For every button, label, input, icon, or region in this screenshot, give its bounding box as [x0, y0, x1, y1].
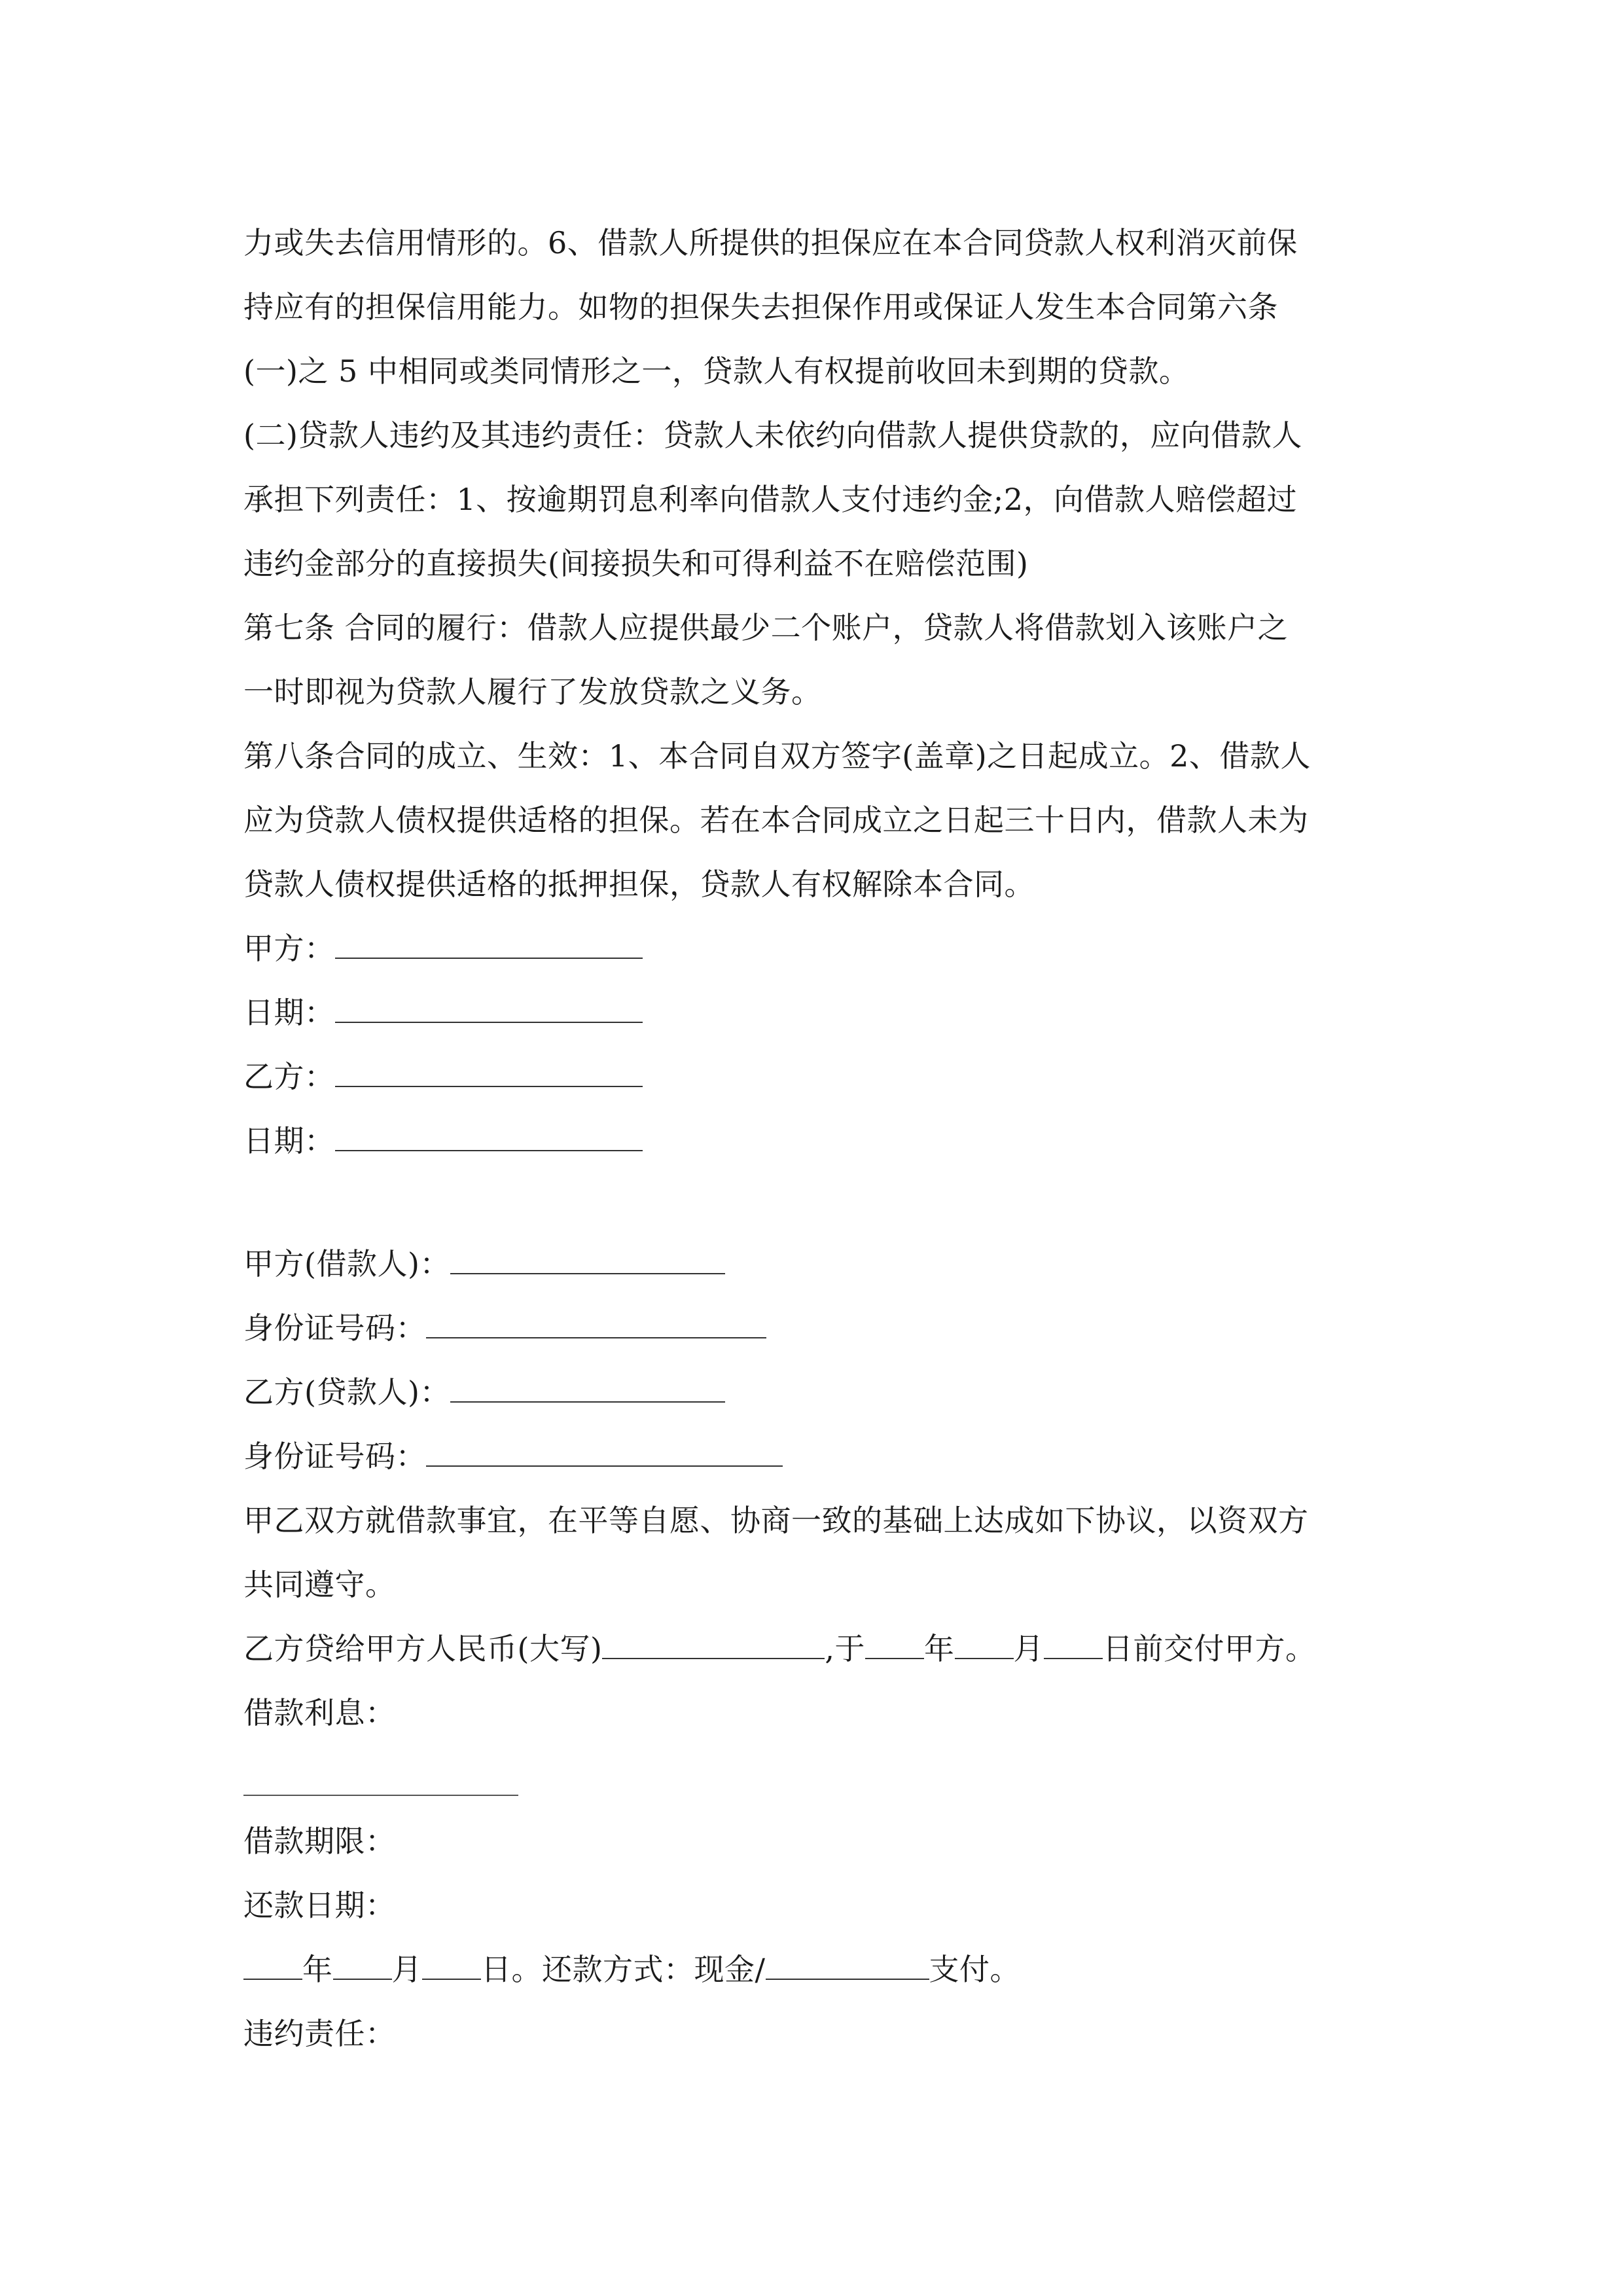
repay-row — [243, 1937, 1382, 2001]
paragraph-lender-breach — [243, 403, 1382, 596]
repay-month-field[interactable] — [333, 1948, 392, 1980]
paragraph-article-7 — [243, 596, 1382, 724]
loan-sep: ,于 — [825, 1631, 866, 1666]
lender-id-label: 身份证号码： — [243, 1439, 426, 1474]
loan-year-field[interactable] — [865, 1628, 924, 1659]
lender-label: 乙方(贷款人)： — [243, 1374, 450, 1410]
borrower-id-row — [243, 1296, 1382, 1360]
text-line: 力或失去信用情形的。6、借款人所提供的担保应在本合同贷款人权利消灭前保 — [243, 225, 1298, 260]
text-line: 应为贷款人债权提供适格的担保。若在本合同成立之日起三十日内，借款人未为 — [243, 802, 1309, 838]
borrower-id-label: 身份证号码： — [243, 1310, 426, 1346]
party-b-label: 乙方： — [243, 1059, 335, 1094]
date-a-label: 日期： — [243, 995, 335, 1030]
lender-id-field[interactable] — [426, 1435, 783, 1467]
loan-amount-field[interactable] — [602, 1628, 825, 1659]
repay-method-label: 日。还款方式：现金/ — [481, 1952, 766, 1987]
party-b-field[interactable] — [335, 1056, 643, 1087]
paragraph-article-8 — [243, 724, 1382, 916]
paragraph-guarantee — [243, 211, 1382, 403]
text-line: 承担下列责任：1、按逾期罚息利率向借款人支付违约金;2，向借款人赔偿超过 — [243, 482, 1298, 517]
text-line: 持应有的担保信用能力。如物的担保失去担保作用或保证人发生本合同第六条 — [243, 289, 1278, 325]
loan-year-label: 年 — [924, 1631, 955, 1666]
loan-month-field[interactable] — [955, 1628, 1014, 1659]
text-line: 一时即视为贷款人履行了发放贷款之义务。 — [243, 674, 822, 709]
repay-month-label: 月 — [391, 1952, 422, 1987]
borrower-id-field[interactable] — [426, 1307, 766, 1338]
text-line: (二)贷款人违约及其违约责任：贷款人未依约向借款人提供贷款的，应向借款人 — [243, 418, 1302, 453]
interest-label: 借款利息： — [243, 1695, 396, 1731]
party-b-row — [243, 1045, 1382, 1109]
loan-month-label: 月 — [1013, 1631, 1044, 1666]
signature-block — [243, 916, 1382, 1173]
repay-pay-label: 支付。 — [929, 1952, 1020, 1987]
intro-line: 甲乙双方就借款事宜，在平等自愿、协商一致的基础上达成如下协议，以资双方 — [243, 1503, 1309, 1538]
loan-amount-row — [243, 1617, 1382, 1681]
repay-day-field[interactable] — [422, 1948, 481, 1980]
lender-field[interactable] — [450, 1371, 725, 1403]
lender-row — [243, 1360, 1382, 1424]
date-b-label: 日期： — [243, 1123, 335, 1158]
section-gap — [243, 1173, 1382, 1232]
interest-row — [243, 1745, 1382, 1809]
date-a-field[interactable] — [335, 992, 643, 1023]
repay-year-field[interactable] — [243, 1948, 302, 1980]
party-a-label: 甲方： — [243, 931, 335, 966]
text-line: 第七条 合同的履行：借款人应提供最少二个账户，贷款人将借款划入该账户之 — [243, 610, 1289, 645]
repay-date-label: 还款日期： — [243, 1888, 396, 1923]
loan-day-field[interactable] — [1044, 1628, 1103, 1659]
lender-id-row — [243, 1424, 1382, 1488]
interest-field[interactable] — [243, 1765, 518, 1796]
text-line: (一)之 5 中相同或类同情形之一，贷款人有权提前收回未到期的贷款。 — [243, 353, 1190, 389]
date-a-row — [243, 980, 1382, 1045]
loan-suffix: 日前交付甲方。 — [1103, 1631, 1316, 1666]
borrower-row — [243, 1232, 1382, 1296]
repay-method-field[interactable] — [766, 1948, 929, 1980]
party-a-row — [243, 916, 1382, 980]
borrower-label: 甲方(借款人)： — [243, 1246, 450, 1282]
text-line: 第八条合同的成立、生效：1、本合同自双方签字(盖章)之日起成立。2、借款人 — [243, 738, 1311, 774]
loan-prefix: 乙方贷给甲方人民币(大写) — [243, 1631, 603, 1666]
loan-contract — [243, 1232, 1382, 2066]
text-line: 违约金部分的直接损失(间接损失和可得利益不在赔偿范围) — [243, 546, 1029, 581]
date-b-row — [243, 1109, 1382, 1173]
party-a-field[interactable] — [335, 927, 643, 959]
term-label: 借款期限： — [243, 1823, 396, 1859]
borrower-field[interactable] — [450, 1243, 725, 1274]
date-b-field[interactable] — [335, 1120, 643, 1151]
liability-label: 违约责任： — [243, 2016, 396, 2051]
repay-year-label: 年 — [302, 1952, 333, 1987]
document-page — [243, 211, 1382, 2066]
text-line: 贷款人债权提供适格的抵押担保，贷款人有权解除本合同。 — [243, 867, 1035, 902]
intro-line: 共同遵守。 — [243, 1567, 396, 1602]
